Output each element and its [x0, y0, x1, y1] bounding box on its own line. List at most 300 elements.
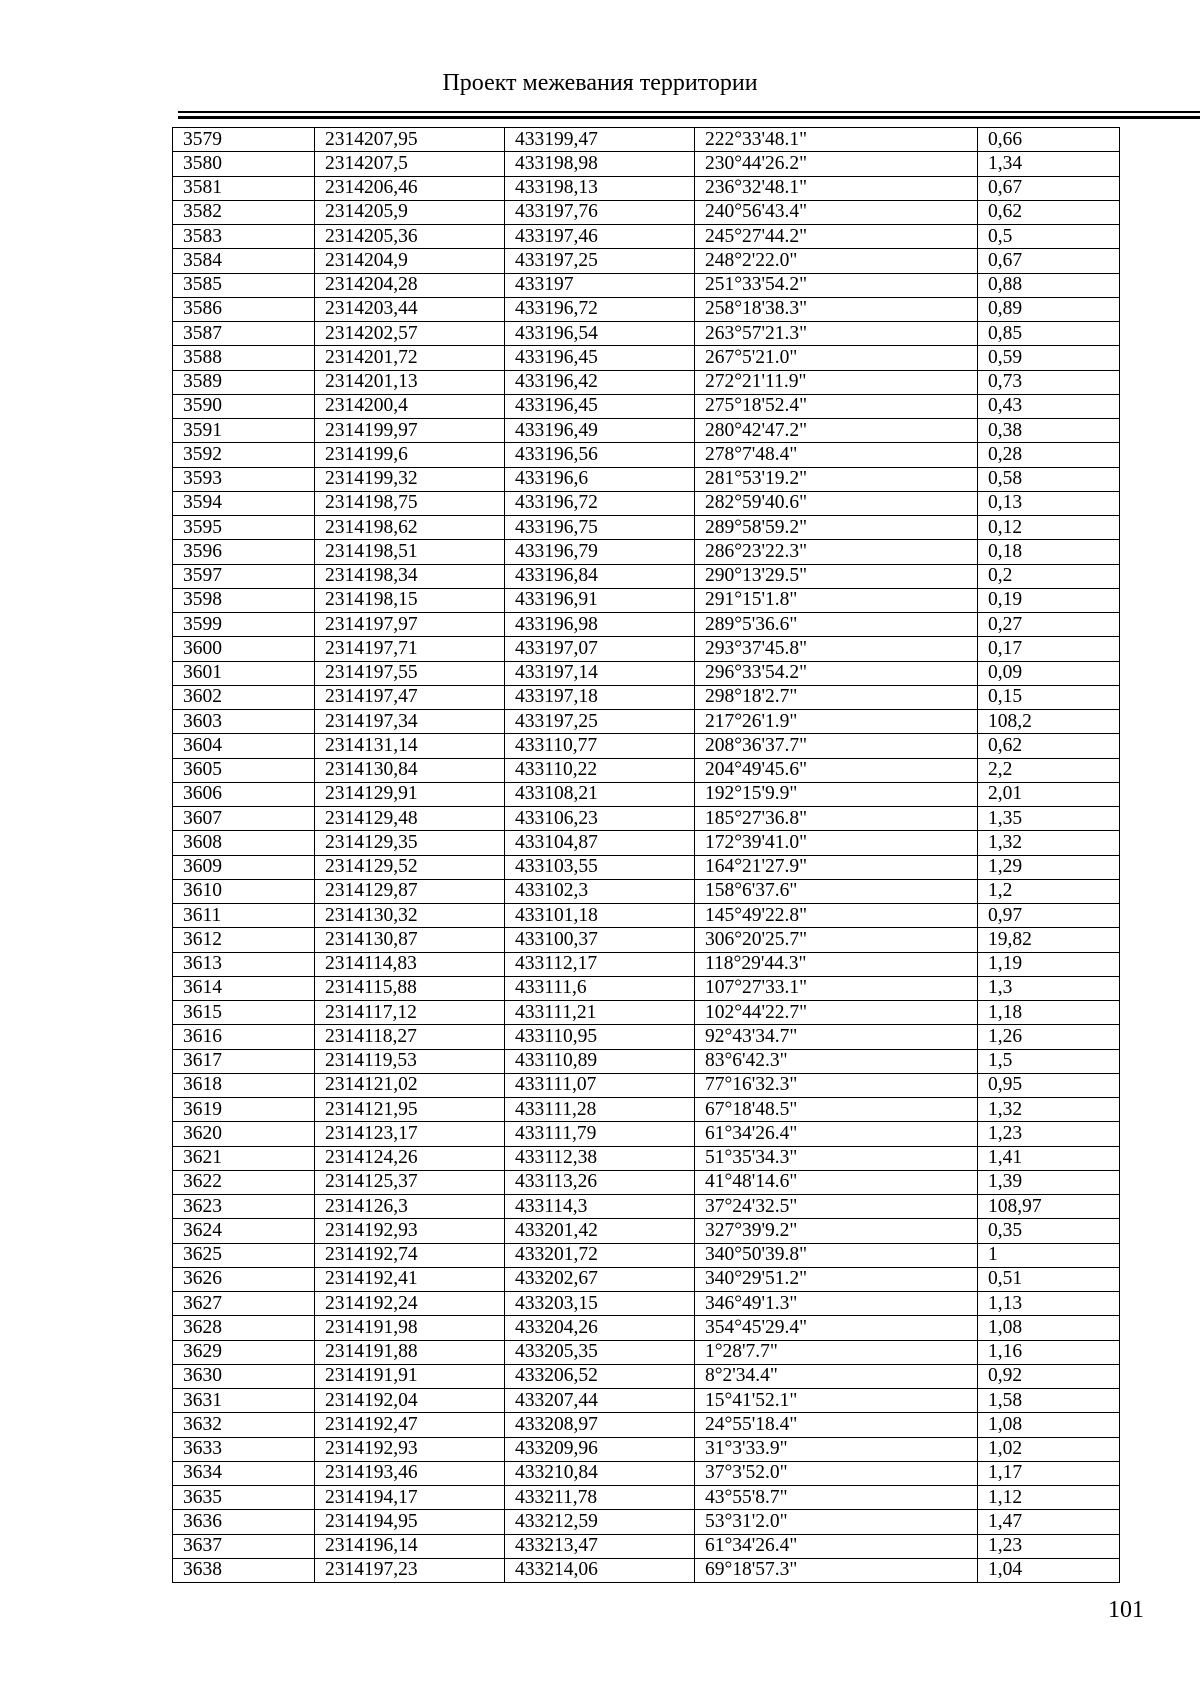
point-number-cell: 3603 [173, 710, 315, 734]
distance-cell: 1,39 [978, 1170, 1120, 1194]
x-coordinate-cell: 2314199,6 [315, 443, 505, 467]
direction-angle-cell: 245°27'44.2" [695, 225, 978, 249]
y-coordinate-cell: 433212,59 [505, 1510, 695, 1534]
point-number-cell: 3583 [173, 225, 315, 249]
point-number-cell: 3614 [173, 976, 315, 1000]
x-coordinate-cell: 2314192,93 [315, 1437, 505, 1461]
distance-cell: 1,08 [978, 1316, 1120, 1340]
x-coordinate-cell: 2314191,98 [315, 1316, 505, 1340]
distance-cell: 0,27 [978, 613, 1120, 637]
x-coordinate-cell: 2314198,34 [315, 564, 505, 588]
direction-angle-cell: 278°7'48.4" [695, 443, 978, 467]
y-coordinate-cell: 433196,98 [505, 613, 695, 637]
distance-cell: 0,43 [978, 394, 1120, 418]
y-coordinate-cell: 433100,37 [505, 928, 695, 952]
distance-cell: 0,88 [978, 273, 1120, 297]
direction-angle-cell: 61°34'26.4" [695, 1122, 978, 1146]
point-number-cell: 3607 [173, 807, 315, 831]
x-coordinate-cell: 2314194,17 [315, 1486, 505, 1510]
table-row [173, 540, 1120, 564]
distance-cell: 1,41 [978, 1146, 1120, 1170]
distance-cell: 0,67 [978, 176, 1120, 200]
distance-cell: 0,51 [978, 1267, 1120, 1291]
distance-cell: 0,85 [978, 322, 1120, 346]
direction-angle-cell: 281°53'19.2" [695, 467, 978, 491]
table-row [173, 928, 1120, 952]
distance-cell: 0,15 [978, 685, 1120, 709]
y-coordinate-cell: 433213,47 [505, 1534, 695, 1558]
coordinates-table-body [173, 128, 1120, 1583]
distance-cell: 1,17 [978, 1461, 1120, 1485]
point-number-cell: 3597 [173, 564, 315, 588]
distance-cell: 1,34 [978, 152, 1120, 176]
y-coordinate-cell: 433197,07 [505, 637, 695, 661]
direction-angle-cell: 53°31'2.0" [695, 1510, 978, 1534]
distance-cell: 0,62 [978, 734, 1120, 758]
x-coordinate-cell: 2314201,72 [315, 346, 505, 370]
table-row [173, 952, 1120, 976]
distance-cell: 0,35 [978, 1219, 1120, 1243]
y-coordinate-cell: 433114,3 [505, 1195, 695, 1219]
point-number-cell: 3626 [173, 1267, 315, 1291]
x-coordinate-cell: 2314203,44 [315, 297, 505, 321]
y-coordinate-cell: 433111,28 [505, 1098, 695, 1122]
distance-cell: 2,2 [978, 758, 1120, 782]
point-number-cell: 3637 [173, 1534, 315, 1558]
point-number-cell: 3624 [173, 1219, 315, 1243]
distance-cell: 1,16 [978, 1340, 1120, 1364]
table-row [173, 443, 1120, 467]
distance-cell: 1,47 [978, 1510, 1120, 1534]
table-row [173, 758, 1120, 782]
table-row [173, 1122, 1120, 1146]
direction-angle-cell: 217°26'1.9" [695, 710, 978, 734]
distance-cell: 0,97 [978, 904, 1120, 928]
distance-cell: 0,12 [978, 516, 1120, 540]
table-row [173, 128, 1120, 152]
x-coordinate-cell: 2314197,47 [315, 685, 505, 709]
direction-angle-cell: 236°32'48.1" [695, 176, 978, 200]
table-row [173, 152, 1120, 176]
distance-cell: 0,58 [978, 467, 1120, 491]
direction-angle-cell: 8°2'34.4" [695, 1364, 978, 1388]
point-number-cell: 3620 [173, 1122, 315, 1146]
direction-angle-cell: 204°49'45.6" [695, 758, 978, 782]
y-coordinate-cell: 433211,78 [505, 1486, 695, 1510]
point-number-cell: 3608 [173, 831, 315, 855]
distance-cell: 1,18 [978, 1001, 1120, 1025]
table-row [173, 879, 1120, 903]
table-row [173, 1001, 1120, 1025]
direction-angle-cell: 1°28'7.7" [695, 1340, 978, 1364]
point-number-cell: 3636 [173, 1510, 315, 1534]
point-number-cell: 3580 [173, 152, 315, 176]
y-coordinate-cell: 433210,84 [505, 1461, 695, 1485]
point-number-cell: 3601 [173, 661, 315, 685]
x-coordinate-cell: 2314124,26 [315, 1146, 505, 1170]
distance-cell: 1,04 [978, 1558, 1120, 1582]
point-number-cell: 3616 [173, 1025, 315, 1049]
x-coordinate-cell: 2314205,36 [315, 225, 505, 249]
y-coordinate-cell: 433209,96 [505, 1437, 695, 1461]
point-number-cell: 3582 [173, 200, 315, 224]
direction-angle-cell: 37°3'52.0" [695, 1461, 978, 1485]
table-row [173, 1049, 1120, 1073]
table-row [173, 297, 1120, 321]
table-row [173, 370, 1120, 394]
distance-cell: 1,2 [978, 879, 1120, 903]
page-header-title: Проект межевания территории [442, 70, 758, 96]
distance-cell: 1,26 [978, 1025, 1120, 1049]
y-coordinate-cell: 433197,18 [505, 685, 695, 709]
table-row [173, 637, 1120, 661]
y-coordinate-cell: 433197,46 [505, 225, 695, 249]
direction-angle-cell: 61°34'26.4" [695, 1534, 978, 1558]
y-coordinate-cell: 433110,89 [505, 1049, 695, 1073]
point-number-cell: 3590 [173, 394, 315, 418]
x-coordinate-cell: 2314130,32 [315, 904, 505, 928]
x-coordinate-cell: 2314198,15 [315, 588, 505, 612]
distance-cell: 1,35 [978, 807, 1120, 831]
direction-angle-cell: 258°18'38.3" [695, 297, 978, 321]
direction-angle-cell: 43°55'8.7" [695, 1486, 978, 1510]
distance-cell: 0,92 [978, 1364, 1120, 1388]
header-rule-thin [178, 111, 1200, 113]
point-number-cell: 3602 [173, 685, 315, 709]
y-coordinate-cell: 433196,49 [505, 419, 695, 443]
direction-angle-cell: 291°15'1.8" [695, 588, 978, 612]
point-number-cell: 3638 [173, 1558, 315, 1582]
x-coordinate-cell: 2314192,93 [315, 1219, 505, 1243]
table-row [173, 1558, 1120, 1582]
point-number-cell: 3581 [173, 176, 315, 200]
y-coordinate-cell: 433196,56 [505, 443, 695, 467]
distance-cell: 0,5 [978, 225, 1120, 249]
point-number-cell: 3605 [173, 758, 315, 782]
distance-cell: 0,95 [978, 1073, 1120, 1097]
point-number-cell: 3618 [173, 1073, 315, 1097]
x-coordinate-cell: 2314121,95 [315, 1098, 505, 1122]
y-coordinate-cell: 433207,44 [505, 1389, 695, 1413]
distance-cell: 1,08 [978, 1413, 1120, 1437]
point-number-cell: 3611 [173, 904, 315, 928]
x-coordinate-cell: 2314205,9 [315, 200, 505, 224]
table-row [173, 1243, 1120, 1267]
distance-cell: 0,17 [978, 637, 1120, 661]
distance-cell: 0,89 [978, 297, 1120, 321]
point-number-cell: 3595 [173, 516, 315, 540]
y-coordinate-cell: 433196,91 [505, 588, 695, 612]
point-number-cell: 3625 [173, 1243, 315, 1267]
y-coordinate-cell: 433196,72 [505, 491, 695, 515]
x-coordinate-cell: 2314192,47 [315, 1413, 505, 1437]
y-coordinate-cell: 433106,23 [505, 807, 695, 831]
x-coordinate-cell: 2314199,32 [315, 467, 505, 491]
table-row [173, 516, 1120, 540]
x-coordinate-cell: 2314119,53 [315, 1049, 505, 1073]
direction-angle-cell: 306°20'25.7" [695, 928, 978, 952]
x-coordinate-cell: 2314191,91 [315, 1364, 505, 1388]
distance-cell: 0,66 [978, 128, 1120, 152]
table-row [173, 904, 1120, 928]
y-coordinate-cell: 433206,52 [505, 1364, 695, 1388]
table-row [173, 1073, 1120, 1097]
x-coordinate-cell: 2314114,83 [315, 952, 505, 976]
page-number: 101 [1108, 1597, 1144, 1623]
table-row [173, 1292, 1120, 1316]
y-coordinate-cell: 433102,3 [505, 879, 695, 903]
table-row [173, 782, 1120, 806]
direction-angle-cell: 340°29'51.2" [695, 1267, 978, 1291]
x-coordinate-cell: 2314193,46 [315, 1461, 505, 1485]
x-coordinate-cell: 2314198,62 [315, 516, 505, 540]
y-coordinate-cell: 433203,15 [505, 1292, 695, 1316]
x-coordinate-cell: 2314197,34 [315, 710, 505, 734]
distance-cell: 1,32 [978, 831, 1120, 855]
point-number-cell: 3585 [173, 273, 315, 297]
table-row [173, 1510, 1120, 1534]
point-number-cell: 3617 [173, 1049, 315, 1073]
y-coordinate-cell: 433214,06 [505, 1558, 695, 1582]
distance-cell: 1,3 [978, 976, 1120, 1000]
direction-angle-cell: 275°18'52.4" [695, 394, 978, 418]
x-coordinate-cell: 2314126,3 [315, 1195, 505, 1219]
direction-angle-cell: 208°36'37.7" [695, 734, 978, 758]
table-row [173, 1364, 1120, 1388]
header-rule-thick [178, 116, 1200, 119]
table-row [173, 588, 1120, 612]
direction-angle-cell: 145°49'22.8" [695, 904, 978, 928]
point-number-cell: 3635 [173, 1486, 315, 1510]
x-coordinate-cell: 2314196,14 [315, 1534, 505, 1558]
direction-angle-cell: 37°24'32.5" [695, 1195, 978, 1219]
table-row [173, 831, 1120, 855]
distance-cell: 2,01 [978, 782, 1120, 806]
point-number-cell: 3599 [173, 613, 315, 637]
point-number-cell: 3632 [173, 1413, 315, 1437]
table-row [173, 249, 1120, 273]
y-coordinate-cell: 433110,95 [505, 1025, 695, 1049]
table-row [173, 855, 1120, 879]
x-coordinate-cell: 2314192,41 [315, 1267, 505, 1291]
point-number-cell: 3633 [173, 1437, 315, 1461]
distance-cell: 108,2 [978, 710, 1120, 734]
distance-cell: 0,09 [978, 661, 1120, 685]
y-coordinate-cell: 433196,45 [505, 346, 695, 370]
y-coordinate-cell: 433113,26 [505, 1170, 695, 1194]
direction-angle-cell: 69°18'57.3" [695, 1558, 978, 1582]
table-row [173, 273, 1120, 297]
y-coordinate-cell: 433111,79 [505, 1122, 695, 1146]
y-coordinate-cell: 433196,42 [505, 370, 695, 394]
direction-angle-cell: 102°44'22.7" [695, 1001, 978, 1025]
point-number-cell: 3594 [173, 491, 315, 515]
y-coordinate-cell: 433208,97 [505, 1413, 695, 1437]
y-coordinate-cell: 433112,38 [505, 1146, 695, 1170]
point-number-cell: 3588 [173, 346, 315, 370]
point-number-cell: 3630 [173, 1364, 315, 1388]
table-row [173, 1413, 1120, 1437]
point-number-cell: 3627 [173, 1292, 315, 1316]
x-coordinate-cell: 2314123,17 [315, 1122, 505, 1146]
direction-angle-cell: 15°41'52.1" [695, 1389, 978, 1413]
point-number-cell: 3600 [173, 637, 315, 661]
point-number-cell: 3589 [173, 370, 315, 394]
x-coordinate-cell: 2314129,35 [315, 831, 505, 855]
distance-cell: 108,97 [978, 1195, 1120, 1219]
y-coordinate-cell: 433110,77 [505, 734, 695, 758]
direction-angle-cell: 293°37'45.8" [695, 637, 978, 661]
table-row [173, 564, 1120, 588]
direction-angle-cell: 24°55'18.4" [695, 1413, 978, 1437]
x-coordinate-cell: 2314206,46 [315, 176, 505, 200]
table-row [173, 685, 1120, 709]
table-row [173, 661, 1120, 685]
direction-angle-cell: 92°43'34.7" [695, 1025, 978, 1049]
direction-angle-cell: 230°44'26.2" [695, 152, 978, 176]
x-coordinate-cell: 2314194,95 [315, 1510, 505, 1534]
point-number-cell: 3623 [173, 1195, 315, 1219]
point-number-cell: 3615 [173, 1001, 315, 1025]
table-row [173, 1170, 1120, 1194]
y-coordinate-cell: 433110,22 [505, 758, 695, 782]
direction-angle-cell: 340°50'39.8" [695, 1243, 978, 1267]
distance-cell: 1,58 [978, 1389, 1120, 1413]
point-number-cell: 3628 [173, 1316, 315, 1340]
direction-angle-cell: 263°57'21.3" [695, 322, 978, 346]
x-coordinate-cell: 2314192,04 [315, 1389, 505, 1413]
direction-angle-cell: 289°58'59.2" [695, 516, 978, 540]
y-coordinate-cell: 433196,45 [505, 394, 695, 418]
y-coordinate-cell: 433101,18 [505, 904, 695, 928]
point-number-cell: 3587 [173, 322, 315, 346]
table-row [173, 419, 1120, 443]
table-row [173, 1534, 1120, 1558]
point-number-cell: 3598 [173, 588, 315, 612]
table-row [173, 613, 1120, 637]
direction-angle-cell: 185°27'36.8" [695, 807, 978, 831]
distance-cell: 0,73 [978, 370, 1120, 394]
y-coordinate-cell: 433108,21 [505, 782, 695, 806]
distance-cell: 1,23 [978, 1534, 1120, 1558]
direction-angle-cell: 286°23'22.3" [695, 540, 978, 564]
y-coordinate-cell: 433196,84 [505, 564, 695, 588]
y-coordinate-cell: 433103,55 [505, 855, 695, 879]
direction-angle-cell: 107°27'33.1" [695, 976, 978, 1000]
table-row [173, 1316, 1120, 1340]
table-row [173, 1098, 1120, 1122]
distance-cell: 1 [978, 1243, 1120, 1267]
table-row [173, 394, 1120, 418]
distance-cell: 0,67 [978, 249, 1120, 273]
x-coordinate-cell: 2314115,88 [315, 976, 505, 1000]
y-coordinate-cell: 433196,79 [505, 540, 695, 564]
point-number-cell: 3609 [173, 855, 315, 879]
distance-cell: 1,12 [978, 1486, 1120, 1510]
direction-angle-cell: 77°16'32.3" [695, 1073, 978, 1097]
x-coordinate-cell: 2314129,91 [315, 782, 505, 806]
x-coordinate-cell: 2314121,02 [315, 1073, 505, 1097]
distance-cell: 1,19 [978, 952, 1120, 976]
y-coordinate-cell: 433201,72 [505, 1243, 695, 1267]
table-row [173, 322, 1120, 346]
table-row [173, 1195, 1120, 1219]
x-coordinate-cell: 2314129,52 [315, 855, 505, 879]
x-coordinate-cell: 2314192,24 [315, 1292, 505, 1316]
point-number-cell: 3604 [173, 734, 315, 758]
point-number-cell: 3613 [173, 952, 315, 976]
table-row [173, 1146, 1120, 1170]
direction-angle-cell: 31°3'33.9" [695, 1437, 978, 1461]
y-coordinate-cell: 433197,25 [505, 249, 695, 273]
x-coordinate-cell: 2314118,27 [315, 1025, 505, 1049]
x-coordinate-cell: 2314197,23 [315, 1558, 505, 1582]
table-row [173, 710, 1120, 734]
x-coordinate-cell: 2314129,48 [315, 807, 505, 831]
distance-cell: 1,23 [978, 1122, 1120, 1146]
y-coordinate-cell: 433196,6 [505, 467, 695, 491]
direction-angle-cell: 240°56'43.4" [695, 200, 978, 224]
point-number-cell: 3610 [173, 879, 315, 903]
direction-angle-cell: 327°39'9.2" [695, 1219, 978, 1243]
table-row [173, 225, 1120, 249]
table-row [173, 1340, 1120, 1364]
x-coordinate-cell: 2314125,37 [315, 1170, 505, 1194]
y-coordinate-cell: 433111,21 [505, 1001, 695, 1025]
point-number-cell: 3584 [173, 249, 315, 273]
point-number-cell: 3622 [173, 1170, 315, 1194]
table-row [173, 491, 1120, 515]
x-coordinate-cell: 2314204,28 [315, 273, 505, 297]
x-coordinate-cell: 2314202,57 [315, 322, 505, 346]
coordinates-table [172, 127, 1120, 1583]
table-row [173, 1389, 1120, 1413]
y-coordinate-cell: 433104,87 [505, 831, 695, 855]
point-number-cell: 3591 [173, 419, 315, 443]
direction-angle-cell: 251°33'54.2" [695, 273, 978, 297]
point-number-cell: 3621 [173, 1146, 315, 1170]
table-row [173, 1437, 1120, 1461]
y-coordinate-cell: 433197,76 [505, 200, 695, 224]
y-coordinate-cell: 433196,54 [505, 322, 695, 346]
y-coordinate-cell: 433112,17 [505, 952, 695, 976]
distance-cell: 1,29 [978, 855, 1120, 879]
x-coordinate-cell: 2314130,84 [315, 758, 505, 782]
x-coordinate-cell: 2314129,87 [315, 879, 505, 903]
point-number-cell: 3606 [173, 782, 315, 806]
direction-angle-cell: 83°6'42.3" [695, 1049, 978, 1073]
direction-angle-cell: 248°2'22.0" [695, 249, 978, 273]
direction-angle-cell: 172°39'41.0" [695, 831, 978, 855]
y-coordinate-cell: 433196,75 [505, 516, 695, 540]
direction-angle-cell: 354°45'29.4" [695, 1316, 978, 1340]
direction-angle-cell: 298°18'2.7" [695, 685, 978, 709]
y-coordinate-cell: 433201,42 [505, 1219, 695, 1243]
table-row [173, 734, 1120, 758]
table-row [173, 976, 1120, 1000]
point-number-cell: 3619 [173, 1098, 315, 1122]
direction-angle-cell: 289°5'36.6" [695, 613, 978, 637]
direction-angle-cell: 164°21'27.9" [695, 855, 978, 879]
y-coordinate-cell: 433198,13 [505, 176, 695, 200]
x-coordinate-cell: 2314201,13 [315, 370, 505, 394]
distance-cell: 1,02 [978, 1437, 1120, 1461]
point-number-cell: 3579 [173, 128, 315, 152]
y-coordinate-cell: 433196,72 [505, 297, 695, 321]
table-row [173, 807, 1120, 831]
x-coordinate-cell: 2314197,71 [315, 637, 505, 661]
x-coordinate-cell: 2314198,75 [315, 491, 505, 515]
